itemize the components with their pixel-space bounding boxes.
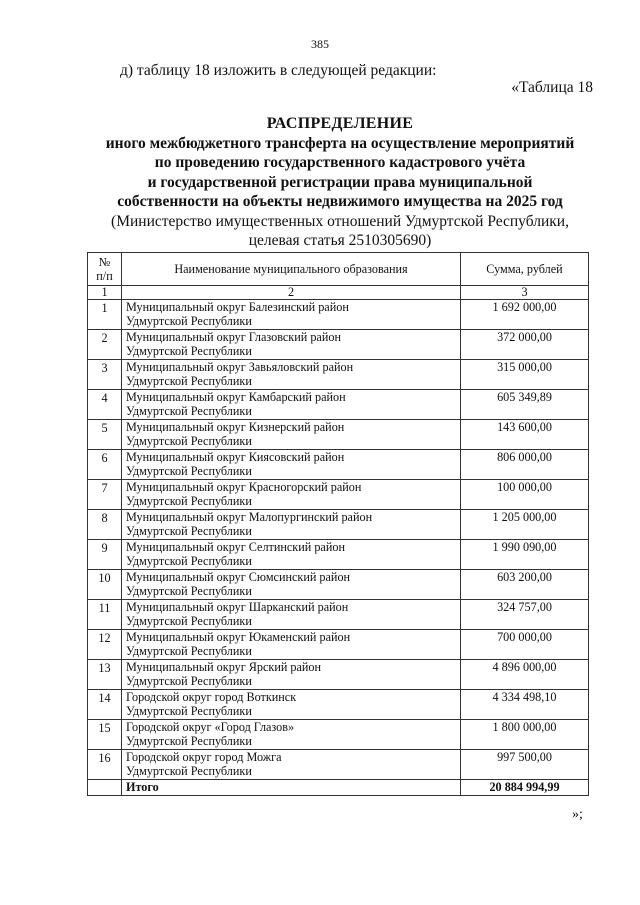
table-row [88,630,589,660]
header-number-line2: п/п [96,269,113,283]
municipality-name-line2: Удмуртской Республики [126,314,252,328]
total-label: Итого [122,780,461,796]
row-number: 6 [88,450,122,480]
municipality-name-line1: Муниципальный округ Завьяловский район [126,360,354,374]
header-number-line1: № [98,255,111,269]
municipality-name [122,690,461,720]
title-line: собственности на объекты недвижимого имущества на 2025 год [117,193,563,210]
municipality-name-line2: Удмуртской Республики [126,584,252,598]
title-note: целевая статья 2510305690) [248,232,432,249]
municipality-name [122,390,461,420]
municipality-name [122,480,461,510]
municipality-name [122,750,461,780]
table-row [88,360,589,390]
municipality-name-line1: Городской округ «Город Глазов» [126,720,295,734]
municipality-name [122,720,461,750]
municipality-name-line1: Муниципальный округ Глазовский район [126,330,341,344]
amount: 603 200,00 [461,570,589,600]
row-number: 12 [88,630,122,660]
municipality-name-line2: Удмуртской Республики [126,614,252,628]
municipality-name [122,540,461,570]
intro-text: д) таблицу 18 изложить в следующей редакции: [120,62,437,79]
amount: 806 000,00 [461,450,589,480]
title-line: иного межбюджетного трансферта на осуществление мероприятий [105,134,575,152]
table-row [88,390,589,420]
municipality-name-line2: Удмуртской Республики [126,734,252,748]
row-number: 13 [88,660,122,690]
municipality-name-line1: Муниципальный округ Юкаменский район [126,630,351,644]
row-number: 1 [88,300,122,330]
amount: 4 334 498,10 [461,690,589,720]
table-row [88,600,589,630]
title-main: РАСПРЕДЕЛЕНИЕ [266,115,414,132]
municipality-name-line2: Удмуртской Республики [126,764,252,778]
municipality-name-line1: Муниципальный округ Селтинский район [126,540,345,554]
municipality-name-line1: Городской округ город Воткинск [126,690,297,704]
table-row [88,660,589,690]
title-note: (Министерство имущественных отношений Удмуртской Республики, [111,212,569,230]
total-row [88,780,589,796]
amount: 372 000,00 [461,330,589,360]
total-number-empty [88,780,122,796]
municipality-name-line1: Муниципальный округ Красногорский район [126,480,362,494]
municipality-name-line1: Муниципальный округ Киясовский район [126,450,345,464]
column-index: 2 [122,286,461,300]
municipality-name-line2: Удмуртской Республики [126,344,252,358]
table-row [88,750,589,780]
municipality-name-line2: Удмуртской Республики [126,524,252,538]
municipality-name-line2: Удмуртской Республики [126,374,252,388]
table-row [88,540,589,570]
closing-quote: »; [572,807,583,822]
row-number: 10 [88,570,122,600]
amount: 100 000,00 [461,480,589,510]
table-label: «Таблица 18 [511,79,593,96]
amount: 1 990 090,00 [461,540,589,570]
municipality-name [122,330,461,360]
municipality-name-line1: Муниципальный округ Малопургинский район [126,510,373,524]
page-number: 385 [311,37,329,51]
municipality-name [122,660,461,690]
row-number: 5 [88,420,122,450]
total-amount: 20 884 994,99 [461,780,589,796]
table-row [88,480,589,510]
row-number: 11 [88,600,122,630]
row-number: 2 [88,330,122,360]
amount: 1 800 000,00 [461,720,589,750]
table-row [88,420,589,450]
row-number: 16 [88,750,122,780]
distribution-table [87,252,589,796]
column-index: 1 [88,286,122,300]
title-line: по проведению государственного кадастрового учёта [154,154,526,171]
municipality-name-line2: Удмуртской Республики [126,644,252,658]
row-number: 8 [88,510,122,540]
municipality-name-line1: Муниципальный округ Камбарский район [126,390,346,404]
row-number: 9 [88,540,122,570]
amount: 315 000,00 [461,360,589,390]
municipality-name-line2: Удмуртской Республики [126,404,252,418]
table-row [88,330,589,360]
municipality-name-line2: Удмуртской Республики [126,434,252,448]
table-row [88,450,589,480]
amount: 997 500,00 [461,750,589,780]
amount: 324 757,00 [461,600,589,630]
municipality-name-line1: Городской округ город Можга [126,750,282,764]
municipality-name [122,600,461,630]
amount: 605 349,89 [461,390,589,420]
amount: 1 205 000,00 [461,510,589,540]
amount: 143 600,00 [461,420,589,450]
municipality-name [122,630,461,660]
municipality-name [122,360,461,390]
document-title [80,114,600,251]
row-number: 7 [88,480,122,510]
municipality-name-line2: Удмуртской Республики [126,494,252,508]
title-line: и государственной регистрации права муниципальной [147,173,533,191]
row-number: 15 [88,720,122,750]
table-row [88,300,589,330]
municipality-name [122,570,461,600]
row-number: 3 [88,360,122,390]
municipality-name [122,300,461,330]
table-row [88,690,589,720]
municipality-name-line2: Удмуртской Республики [126,554,252,568]
header-name: Наименование муниципального образования [122,253,461,286]
municipality-name-line1: Муниципальный округ Сюмсинский район [126,570,351,584]
header-sum: Сумма, рублей [461,253,589,286]
municipality-name [122,420,461,450]
municipality-name-line1: Муниципальный округ Кизнерский район [126,420,345,434]
column-index-row [88,286,589,300]
municipality-name [122,510,461,540]
municipality-name-line2: Удмуртской Республики [126,674,252,688]
column-index: 3 [461,286,589,300]
table-row [88,570,589,600]
amount: 700 000,00 [461,630,589,660]
row-number: 4 [88,390,122,420]
table-row [88,510,589,540]
municipality-name [122,450,461,480]
amount: 1 692 000,00 [461,300,589,330]
amount: 4 896 000,00 [461,660,589,690]
municipality-name-line1: Муниципальный округ Балезинский район [126,300,349,314]
municipality-name-line1: Муниципальный округ Шарканский район [126,600,349,614]
table-header-row [88,253,589,286]
municipality-name-line2: Удмуртской Республики [126,464,252,478]
row-number: 14 [88,690,122,720]
municipality-name-line1: Муниципальный округ Ярский район [126,660,322,674]
header-number [88,253,122,286]
municipality-name-line2: Удмуртской Республики [126,704,252,718]
table-row [88,720,589,750]
